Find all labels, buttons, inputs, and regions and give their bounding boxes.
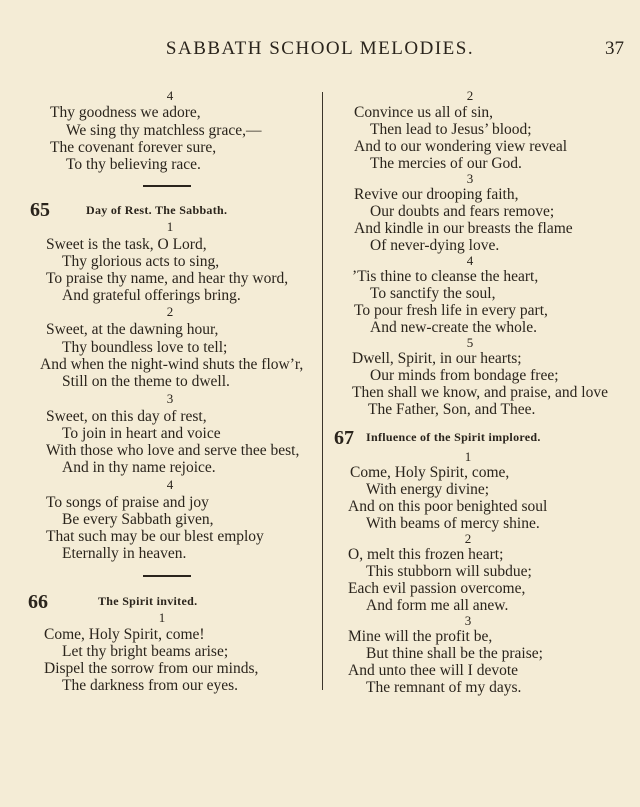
verse-line: With energy divine; xyxy=(366,481,490,498)
hymn-title: The Spirit invited. xyxy=(98,594,198,608)
verse-line: The darkness from our eyes. xyxy=(62,677,239,694)
verse-line: The mercies of our God. xyxy=(370,155,522,172)
column-divider xyxy=(322,92,323,690)
verse-line: Revive our drooping faith, xyxy=(354,186,519,203)
verse-line: And grateful offerings bring. xyxy=(62,287,241,304)
verse-line: And kindle in our breasts the flame xyxy=(354,220,573,237)
verse-line: Dwell, Spirit, in our hearts; xyxy=(352,350,522,367)
hymn-title: Influence of the Spirit implored. xyxy=(366,430,541,444)
verse-line: Still on the theme to dwell. xyxy=(62,373,230,390)
hymn-number: 67 xyxy=(334,427,354,449)
stanza-number: 2 xyxy=(464,531,472,546)
verse-line: Come, Holy Spirit, come! xyxy=(44,626,205,643)
verse-line: To pour fresh life in every part, xyxy=(354,302,548,319)
verse-line: Of never-dying love. xyxy=(370,237,500,254)
verse-line: Thy goodness we adore, xyxy=(50,104,201,121)
verse-line: And when the night-wind shuts the flow’r, xyxy=(40,356,304,373)
verse-line: Then lead to Jesus’ blood; xyxy=(370,121,532,138)
verse-line: The Father, Son, and Thee. xyxy=(368,401,536,418)
verse-line: Sweet is the task, O Lord, xyxy=(46,236,207,253)
verse-line: Eternally in heaven. xyxy=(62,545,187,562)
stanza-number: 2 xyxy=(166,304,174,319)
verse-line: To praise thy name, and hear thy word, xyxy=(46,270,289,287)
verse-line: That such may be our blest employ xyxy=(46,528,264,545)
hymn-number: 65 xyxy=(30,199,50,221)
verse-line: Mine will the profit be, xyxy=(348,628,493,645)
hymn-number: 66 xyxy=(28,591,48,613)
verse-line: To thy believing race. xyxy=(66,156,201,173)
verse-line: This stubborn will subdue; xyxy=(366,563,532,580)
verse-line: And new-create the whole. xyxy=(370,319,537,336)
verse-line: And to our wondering view reveal xyxy=(354,138,568,155)
verse-line: To songs of praise and joy xyxy=(46,494,209,511)
verse-line: Be every Sabbath given, xyxy=(62,511,214,528)
stanza-number: 3 xyxy=(466,171,474,186)
verse-line: But thine shall be the praise; xyxy=(366,645,543,662)
stanza-number: 1 xyxy=(158,610,166,625)
running-title: SABBATH SCHOOL MELODIES. xyxy=(165,38,475,59)
verse-line: With those who love and serve thee best, xyxy=(46,442,300,459)
stanza-number: 1 xyxy=(464,449,472,464)
section-rule xyxy=(143,575,191,577)
verse-line: Come, Holy Spirit, come, xyxy=(350,464,510,481)
verse-line: And unto thee will I devote xyxy=(348,662,519,679)
verse-line: Let thy bright beams arise; xyxy=(62,643,229,660)
verse-line: We sing thy matchless grace,— xyxy=(66,122,262,139)
verse-line: Our minds from bondage free; xyxy=(370,367,559,384)
verse-line: O, melt this frozen heart; xyxy=(348,546,504,563)
stanza-number: 3 xyxy=(464,613,472,628)
verse-line: Thy glorious acts to sing, xyxy=(62,253,220,270)
verse-line: Our doubts and fears remove; xyxy=(370,203,555,220)
stanza-number: 2 xyxy=(466,88,474,103)
page-number: 37 xyxy=(605,38,624,59)
verse-line: Sweet, on this day of rest, xyxy=(46,408,207,425)
verse-line: To sanctify the soul, xyxy=(370,285,496,302)
section-rule xyxy=(143,185,191,187)
stanza-number: 3 xyxy=(166,391,174,406)
verse-line: The remnant of my days. xyxy=(366,679,522,696)
stanza-number: 4 xyxy=(466,253,474,268)
stanza-number: 4 xyxy=(166,88,174,103)
verse-line: And in thy name rejoice. xyxy=(62,459,216,476)
stanza-number: 1 xyxy=(166,219,174,234)
verse-line: Each evil passion overcome, xyxy=(348,580,526,597)
verse-line: To join in heart and voice xyxy=(62,425,221,442)
verse-line: ’Tis thine to cleanse the heart, xyxy=(352,268,539,285)
verse-line: Dispel the sorrow from our minds, xyxy=(44,660,259,677)
stanza-number: 4 xyxy=(166,477,174,492)
verse-line: Sweet, at the dawning hour, xyxy=(46,321,219,338)
verse-line: With beams of mercy shine. xyxy=(366,515,540,532)
verse-line: The covenant forever sure, xyxy=(50,139,217,156)
hymn-title: Day of Rest. The Sabbath. xyxy=(86,203,228,217)
verse-line: Then shall we know, and praise, and love xyxy=(352,384,608,401)
verse-line: And on this poor benighted soul xyxy=(348,498,548,515)
verse-line: Thy boundless love to tell; xyxy=(62,339,228,356)
stanza-number: 5 xyxy=(466,335,474,350)
verse-line: Convince us all of sin, xyxy=(354,104,494,121)
verse-line: And form me all anew. xyxy=(366,597,509,614)
